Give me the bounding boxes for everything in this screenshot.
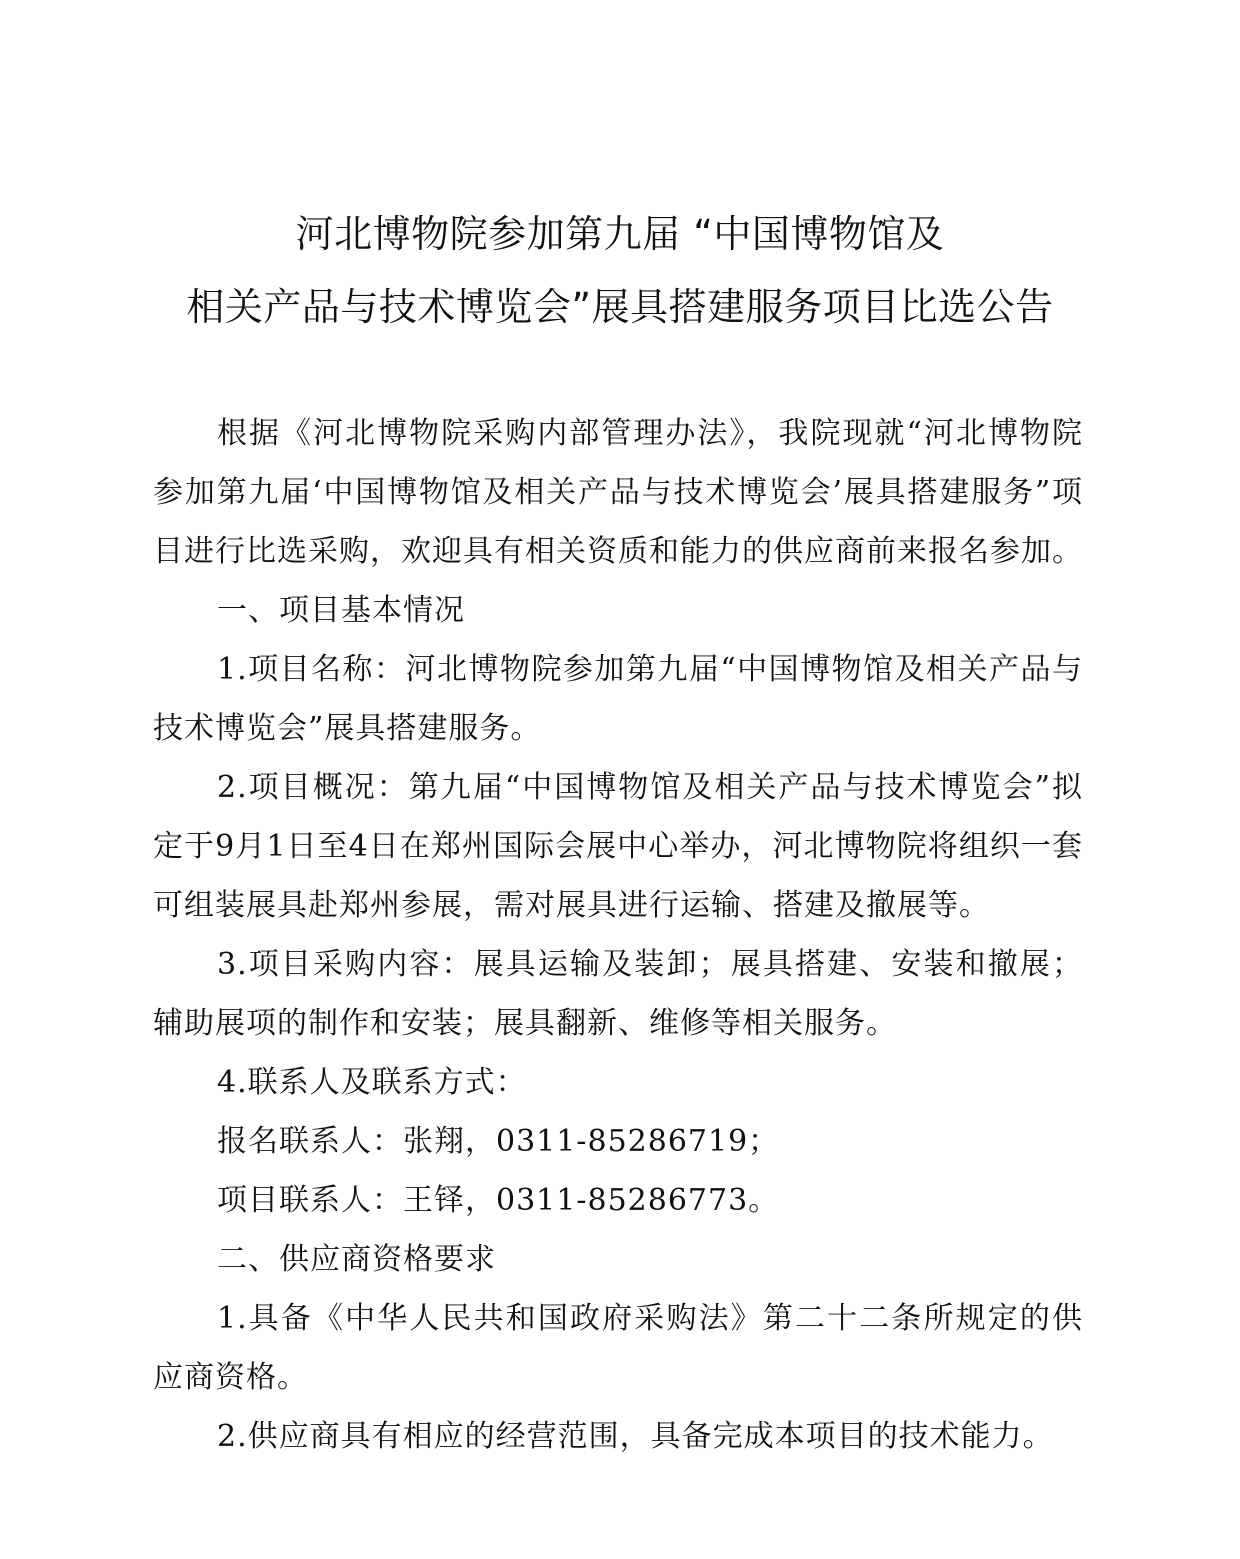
section-heading-supplier-requirements: 二、供应商资格要求: [217, 1242, 496, 1277]
procurement-content-paragraph: 3.项目采购内容：展具运输及装卸；展具搭建、安装和撤展；辅助展项的制作和安装；展具翻新、维修等相关服务。: [153, 947, 1083, 1041]
section-heading-basic-info: 一、项目基本情况: [217, 593, 465, 628]
project-contact: 项目联系人：王铎，0311-85286773。: [217, 1183, 780, 1218]
registration-contact: 报名联系人：张翔，0311-85286719；: [217, 1124, 780, 1159]
document-title: [130, 198, 1110, 344]
intro-paragraph: 根据《河北博物院采购内部管理办法》，我院现就“河北博物院参加第九届‘中国博物馆及相关产品与技术博览会’展具搭建服务”项目进行比选采购，欢迎具有相关资质和能力的供应商前来报名参加。: [153, 416, 1083, 569]
requirement-1-paragraph: 1.具备《中华人民共和国政府采购法》第二十二条所规定的供应商资格。: [153, 1301, 1083, 1395]
requirement-2-paragraph: 2.供应商具有相应的经营范围，具备完成本项目的技术能力。: [217, 1419, 1054, 1454]
project-overview-paragraph: 2.项目概况：第九届“中国博物馆及相关产品与技术博览会”拟定于9月1日至4日在郑州国际会展中心举办，河北博物院将组织一套可组装展具赴郑州参展，需对展具进行运输、搭建及撤展等。: [153, 770, 1083, 923]
contact-heading: 4.联系人及联系方式：: [217, 1065, 527, 1100]
project-name-paragraph: 1.项目名称：河北博物院参加第九届“中国博物馆及相关产品与技术博览会”展具搭建服务。: [153, 652, 1083, 746]
title-line-2: 相关产品与技术博览会”展具搭建服务项目比选公告: [186, 285, 1054, 329]
title-line-1: 河北博物院参加第九届 “中国博物馆及: [295, 212, 945, 256]
document-body: [153, 404, 1083, 1466]
